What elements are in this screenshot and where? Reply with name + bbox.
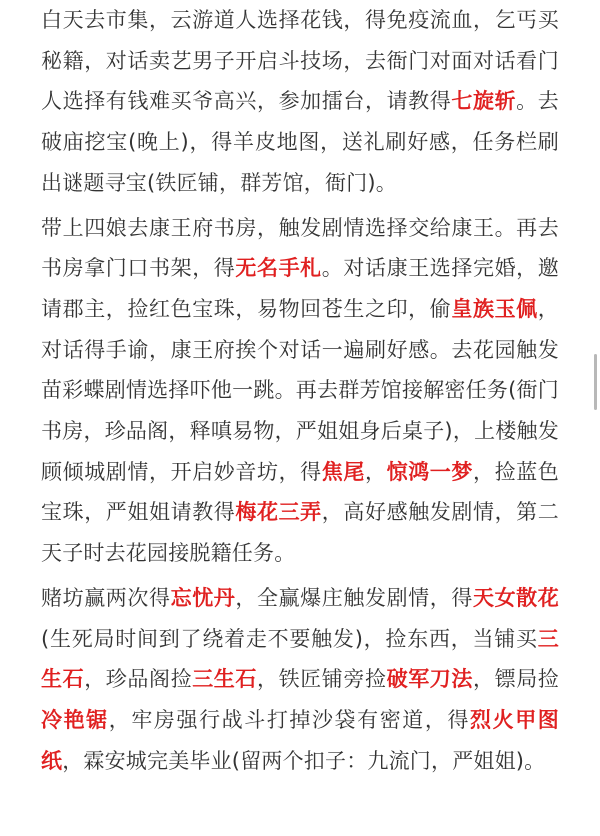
text-segment: ，珍品阁捡 <box>84 667 193 692</box>
highlight-item-liehuo-jia-tuzhi: 烈火甲图纸 <box>41 707 559 773</box>
highlight-skill-tiannv-sanhua: 天女散花 <box>472 585 559 610</box>
text-segment: ，铁匠铺旁捡 <box>257 667 387 692</box>
text-segment: 白天去市集，云游道人选择花钱，得免疫流血，乞丐买秘籍，对话卖艺男子开启斗技场，去衙门对面对话看门人选择有钱难买爷高兴，参加擂台，请教得 <box>41 8 559 114</box>
text-segment: 带上四娘去康王府书房，触发剧情选择交给康王。再去书房拿门口书架，得 <box>41 215 559 281</box>
text-segment: 。去破庙挖宝(晚上)，得羊皮地图，送礼刷好感，任务栏刷出谜题寻宝(铁匠铺，群芳馆，衙门)。 <box>41 89 559 195</box>
paragraph-2 <box>41 208 559 574</box>
highlight-skill-pojun-daofa: 破军刀法 <box>386 667 473 692</box>
highlight-item-jiaowei: 焦尾 <box>321 459 365 484</box>
text-segment: ，高好感触发剧情，第二天子时去花园接脱籍任务。 <box>41 500 559 566</box>
text-segment: ，牢房强行战斗打掉沙袋有密道，得 <box>108 707 471 732</box>
highlight-skill-meihua-sannong: 梅花三弄 <box>235 500 322 525</box>
text-segment: ，镖局捡 <box>473 667 559 692</box>
text-segment: 赌坊赢两次得 <box>41 585 171 610</box>
highlight-item-huangzu-yupei: 皇族玉佩 <box>451 296 538 321</box>
highlight-weapon-lengyan-ju: 冷艳锯 <box>41 707 109 732</box>
highlight-item-wangyou-dan: 忘忧丹 <box>170 585 236 610</box>
highlight-item-sanshengshi-2: 三生石 <box>192 667 257 692</box>
highlight-item-wuming-shouzha: 无名手札 <box>235 256 322 281</box>
paragraph-3 <box>41 578 559 782</box>
text-segment: ，全赢爆庄触发剧情，得 <box>235 585 473 610</box>
highlight-skill-qixuanzhan: 七旋斩 <box>451 89 517 114</box>
text-segment: ， <box>364 459 387 484</box>
paragraph-1 <box>41 0 559 204</box>
highlight-item-sanshengshi-1: 三生石 <box>41 626 559 692</box>
text-segment: ，捡蓝色宝珠，严姐姐请教得 <box>41 459 559 525</box>
vertical-scrollbar[interactable] <box>594 354 597 410</box>
text-segment: ，对话得手谕，康王府挨个对话一遍刷好感。去花园触发苗彩蝶剧情选择吓他一跳。再去群芳馆接解密任务(衙门书房，珍品阁，释嗔易物，严姐姐身后桌子)，上楼触发顾倾城剧情，开启妙音坊，得 <box>41 296 559 484</box>
highlight-item-jinghong-yimeng: 惊鸿一梦 <box>386 459 473 484</box>
text-segment: 。对话康王选择完婚，邀请郡主，捡红色宝珠，易物回苍生之印，偷 <box>41 256 559 321</box>
article-body <box>41 0 559 785</box>
text-segment: ，霖安城完美毕业(留两个扣子：九流门，严姐姐)。 <box>62 748 546 773</box>
text-segment: (生死局时间到了绕着走不要触发)，捡东西，当铺买 <box>41 626 538 651</box>
